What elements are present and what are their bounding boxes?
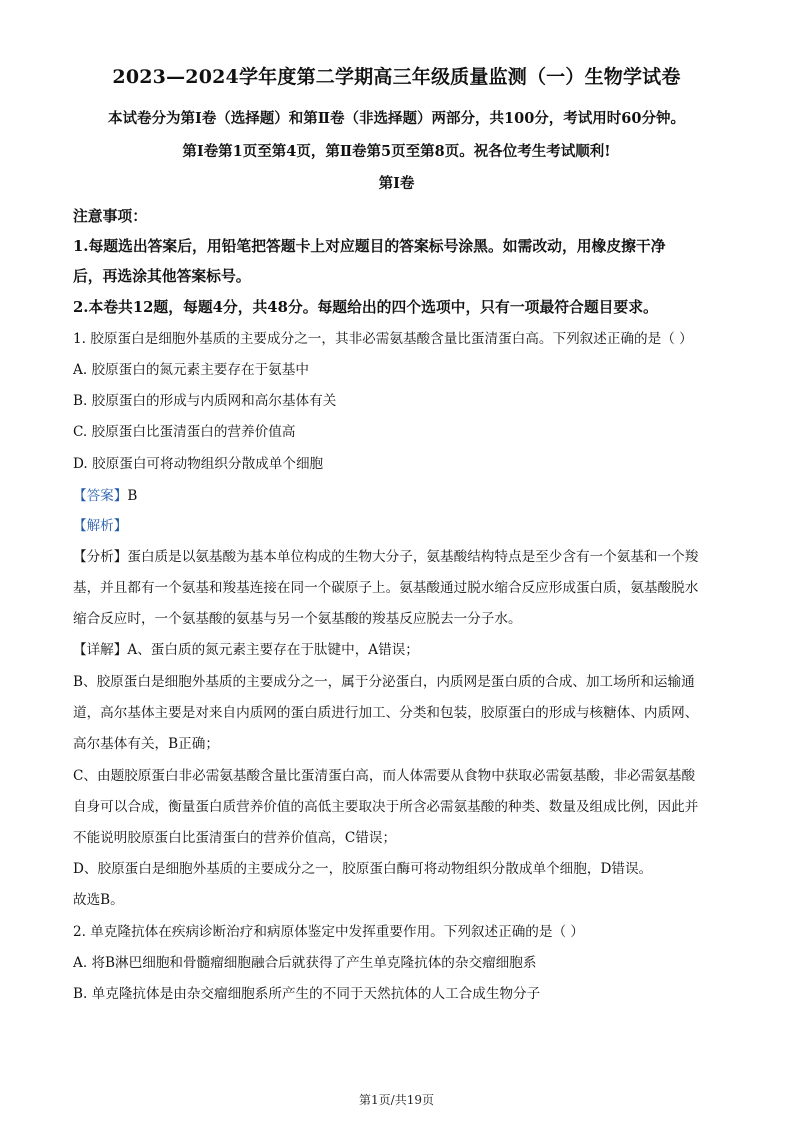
fenxi-line-2: 基，并且都有一个氨基和羧基连接在同一个碳原子上。氨基酸通过脱水缩合反应形成蛋白质，氨基酸脱水 bbox=[73, 580, 699, 596]
answer-value: B bbox=[127, 488, 138, 504]
notice-item-1-line-2: 后，再选涂其他答案标号。 bbox=[73, 268, 251, 285]
detail-b-line-3: 高尔基体有关，B正确； bbox=[73, 736, 219, 752]
notice-heading: 注意事项： bbox=[73, 208, 147, 225]
question-2-option-b: B. 单克隆抗体是由杂交瘤细胞系所产生的不同于天然抗体的人工合成生物分子 bbox=[73, 986, 541, 1002]
question-2-stem: 2. 单克隆抗体在疾病诊断治疗和病原体鉴定中发挥重要作用。下列叙述正确的是（ ） bbox=[73, 924, 584, 940]
detail-label: 【详解】 bbox=[73, 642, 128, 658]
question-1-stem: 1. 胶原蛋白是细胞外基质的主要成分之一，其非必需氨基酸含量比蛋清蛋白高。下列叙述正确的是（ ） bbox=[73, 331, 693, 347]
intro-line-2: 第Ⅰ卷第1页至第4页，第Ⅱ卷第5页至第8页。祝各位考生考试顺利! bbox=[182, 143, 611, 160]
fenxi-line-3: 缩合反应时，一个氨基酸的氨基与另一个氨基酸的羧基反应脱去一分子水。 bbox=[73, 611, 522, 627]
question-1-option-a: A. 胶原蛋白的氮元素主要存在于氨基中 bbox=[73, 362, 309, 378]
detail-a-text: A、蛋白质的氮元素主要存在于肽键中，A错误； bbox=[127, 642, 419, 658]
question-2-option-a: A. 将B淋巴细胞和骨髓瘤细胞融合后就获得了产生单克隆抗体的杂交瘤细胞系 bbox=[73, 955, 537, 971]
detail-c-line-1: C、由题胶原蛋白非必需氨基酸含量比蛋清蛋白高，而人体需要从食物中获取必需氨基酸，非必需氨基酸 bbox=[73, 768, 696, 784]
notice-item-2: 2.本卷共12题，每题4分，共48分。每题给出的四个选项中，只有一项最符合题目要求。 bbox=[73, 299, 658, 316]
fenxi-label: 【分析】 bbox=[73, 549, 128, 565]
fenxi-text-1: 蛋白质是以氨基酸为基本单位构成的生物大分子，氨基酸结构特点是至少含有一个氨基和一个羧 bbox=[127, 549, 699, 565]
detail-line-a bbox=[73, 638, 419, 658]
analysis-label: 【解析】 bbox=[73, 518, 128, 534]
question-1-option-d: D. 胶原蛋白可将动物组织分散成单个细胞 bbox=[73, 456, 324, 472]
notice-item-1-line-1: 1.每题选出答案后，用铅笔把答题卡上对应题目的答案标号涂黑。如需改动，用橡皮擦干净 bbox=[73, 238, 666, 255]
detail-c-line-3: 不能说明胶原蛋白比蛋清蛋白的营养价值高，C错误； bbox=[73, 830, 397, 846]
question-1-option-b: B. 胶原蛋白的形成与内质网和高尔基体有关 bbox=[73, 393, 337, 409]
detail-c-line-2: 自身可以合成，衡量蛋白质营养价值的高低主要取决于所含必需氨基酸的种类、数量及组成比例，因此并 bbox=[73, 799, 699, 815]
page-number-footer: 第1页/共19页 bbox=[359, 1093, 434, 1107]
section-title: 第Ⅰ卷 bbox=[378, 175, 415, 192]
exam-title: 2023—2024学年度第二学期高三年级质量监测（一）生物学试卷 bbox=[112, 66, 681, 88]
intro-line-1: 本试卷分为第Ⅰ卷（选择题）和第Ⅱ卷（非选择题）两部分，共100分，考试用时60分钟。 bbox=[108, 110, 685, 127]
fenxi-line-1 bbox=[73, 545, 698, 565]
detail-d-line: D、胶原蛋白是细胞外基质的主要成分之一，胶原蛋白酶可将动物组织分散成单个细胞，D错误。 bbox=[73, 861, 653, 877]
detail-b-line-1: B、胶原蛋白是细胞外基质的主要成分之一，属于分泌蛋白，内质网是蛋白质的合成、加工场所和运输通 bbox=[73, 674, 695, 690]
detail-b-line-2: 道，高尔基体主要是对来自内质网的蛋白质进行加工、分类和包装，胶原蛋白的形成与核糖体、内质网、 bbox=[73, 705, 699, 721]
question-1-option-c: C. 胶原蛋白比蛋清蛋白的营养价值高 bbox=[73, 424, 296, 440]
conclusion-line: 故选B。 bbox=[73, 892, 124, 908]
answer-row bbox=[73, 484, 137, 504]
answer-label: 【答案】 bbox=[73, 488, 128, 504]
